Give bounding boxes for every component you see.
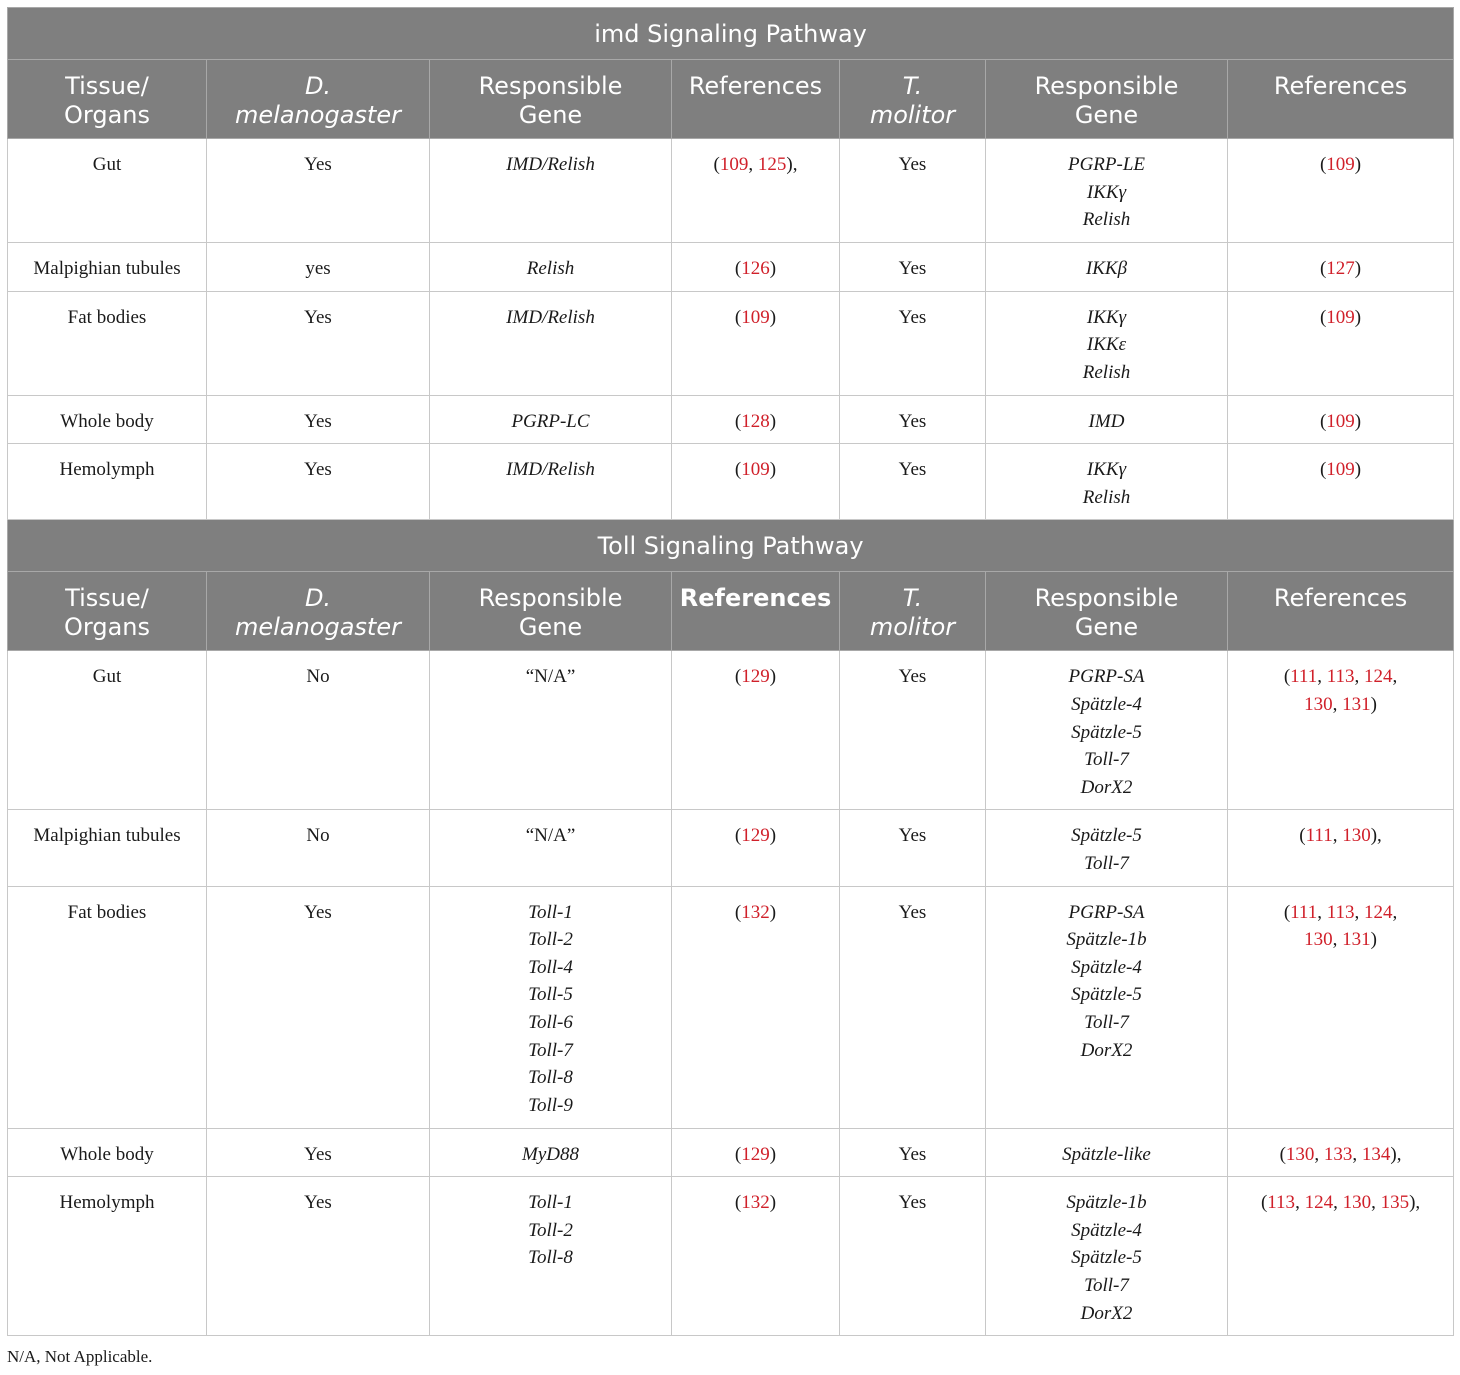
header-references-2: References xyxy=(1228,572,1454,651)
ref-paren-close: ) xyxy=(769,1192,777,1214)
gene-name: PGRP-LE xyxy=(1067,154,1146,175)
responsible-gene-cell xyxy=(430,886,672,1128)
t-molitor-cell: Yes xyxy=(840,444,986,520)
references-cell xyxy=(672,395,840,444)
toll-title-row xyxy=(8,520,1454,572)
ref-paren-close: ) xyxy=(1354,306,1362,328)
gene-name: Toll-2 xyxy=(528,1219,573,1241)
table-row xyxy=(8,243,1454,292)
references-cell-2 xyxy=(1228,395,1454,444)
gene-name: Relish xyxy=(526,258,575,279)
gene-name: Toll-5 xyxy=(528,984,573,1006)
responsible-gene-cell xyxy=(430,810,672,886)
responsible-gene-cell xyxy=(430,1177,672,1336)
reference-link[interactable]: 130 xyxy=(1304,929,1333,951)
gene-name: Toll-6 xyxy=(528,1011,573,1033)
ref-paren-close: ) xyxy=(1354,154,1362,175)
responsible-gene-cell-2 xyxy=(986,243,1228,292)
ref-paren-open: ( xyxy=(734,666,742,688)
references-cell: (109, 125), xyxy=(672,139,840,243)
ref-paren-close: ) xyxy=(1354,258,1362,279)
table-row xyxy=(8,1177,1454,1336)
references-cell xyxy=(672,243,840,292)
responsible-gene-cell xyxy=(430,1128,672,1177)
tissue-cell: Fat bodies xyxy=(8,886,207,1128)
gene-name: Toll-9 xyxy=(528,1094,573,1116)
responsible-gene-cell xyxy=(430,444,672,520)
d-melanogaster-cell: Yes xyxy=(207,1177,430,1336)
gene-name: Toll-1 xyxy=(528,901,573,923)
t-molitor-cell: Yes xyxy=(840,1128,986,1177)
gene-name: Toll-7 xyxy=(1084,1274,1129,1296)
references-cell-2: (111, 130), xyxy=(1228,810,1454,886)
gene-name: Spätzle-1b xyxy=(1066,1192,1147,1214)
ref-paren-open: ( xyxy=(1319,154,1327,175)
d-melanogaster-cell: Yes xyxy=(207,444,430,520)
ref-paren-close: ) xyxy=(1354,410,1362,432)
reference-link[interactable]: 127 xyxy=(1326,258,1355,279)
t-molitor-cell: Yes xyxy=(840,1177,986,1336)
ref-paren-open: ( xyxy=(1319,258,1327,279)
references-cell xyxy=(672,444,840,520)
reference-link[interactable]: 113 xyxy=(1267,1192,1296,1214)
d-melanogaster-cell: yes xyxy=(207,243,430,292)
reference-link[interactable]: 111 xyxy=(1290,901,1318,923)
gene-name: Toll-7 xyxy=(1084,749,1129,771)
ref-paren-open: ( xyxy=(734,1192,742,1214)
d-melanogaster-cell: No xyxy=(207,810,430,886)
responsible-gene-cell-2 xyxy=(986,291,1228,395)
ref-paren-open: ( xyxy=(1260,1192,1268,1214)
references-cell-2 xyxy=(1228,444,1454,520)
reference-link[interactable]: 134 xyxy=(1361,1143,1391,1165)
table-row xyxy=(8,444,1454,520)
gene-name: Toll-4 xyxy=(528,956,573,978)
table-row xyxy=(8,651,1454,810)
table-row xyxy=(8,886,1454,1128)
reference-link[interactable]: 109 xyxy=(1326,410,1355,432)
reference-link[interactable]: 135 xyxy=(1380,1192,1410,1214)
table-row xyxy=(8,1128,1454,1177)
reference-link[interactable]: 125 xyxy=(757,154,787,175)
t-molitor-cell: Yes xyxy=(840,139,986,243)
reference-link[interactable]: 109 xyxy=(741,306,770,328)
table-row xyxy=(8,810,1454,886)
gene-name: IKKε xyxy=(1086,334,1127,356)
gene-name: “N/A” xyxy=(525,666,576,688)
header-references: References xyxy=(672,60,840,139)
header-tissue: Tissue/ Organs xyxy=(8,572,207,651)
gene-name: Toll-8 xyxy=(528,1067,573,1089)
ref-paren-open: ( xyxy=(1319,410,1327,432)
pathway-table xyxy=(7,7,1454,1336)
d-melanogaster-cell: Yes xyxy=(207,139,430,243)
header-t-molitor: T. molitor xyxy=(840,572,986,651)
reference-link[interactable]: 109 xyxy=(719,154,749,175)
reference-link[interactable]: 130 xyxy=(1342,1192,1372,1214)
responsible-gene-cell-2 xyxy=(986,886,1228,1128)
responsible-gene-cell-2 xyxy=(986,1128,1228,1177)
ref-paren-open: ( xyxy=(734,410,742,432)
header-references: References xyxy=(672,572,840,651)
ref-paren-open: ( xyxy=(734,306,742,328)
reference-link[interactable]: 132 xyxy=(741,901,770,923)
responsible-gene-cell xyxy=(430,651,672,810)
reference-link[interactable]: 109 xyxy=(1326,459,1355,481)
references-cell xyxy=(672,1177,840,1336)
reference-link[interactable]: 113 xyxy=(1326,901,1355,923)
gene-name: Toll-7 xyxy=(1084,852,1129,874)
header-references-2: References xyxy=(1228,60,1454,139)
gene-name: Toll-7 xyxy=(528,1039,573,1061)
gene-name: DorX2 xyxy=(1080,1039,1133,1061)
table-row xyxy=(8,395,1454,444)
gene-name: Toll-7 xyxy=(1084,1011,1129,1033)
gene-name: Relish xyxy=(1082,361,1131,383)
reference-link[interactable]: 111 xyxy=(1290,666,1318,688)
responsible-gene-cell xyxy=(430,139,672,243)
imd-section xyxy=(8,8,1454,520)
gene-name: IKKγ xyxy=(1086,459,1127,481)
reference-link[interactable]: 124 xyxy=(1364,666,1393,688)
reference-link[interactable]: 132 xyxy=(741,1192,770,1214)
gene-name: DorX2 xyxy=(1080,776,1133,798)
references-cell xyxy=(672,1128,840,1177)
ref-paren-open: ( xyxy=(713,154,720,175)
gene-name: MyD88 xyxy=(522,1143,579,1165)
reference-link[interactable]: 113 xyxy=(1326,666,1355,688)
tissue-cell: Whole body xyxy=(8,1128,207,1177)
references-cell-2: (111, 113, 124, 130, 131) xyxy=(1228,886,1454,1128)
gene-name: Relish xyxy=(1082,486,1131,508)
reference-link[interactable]: 109 xyxy=(1326,306,1355,328)
table-footnote: N/A, Not Applicable. xyxy=(7,1347,153,1366)
gene-name: IMD/Relish xyxy=(506,459,595,481)
reference-link[interactable]: 131 xyxy=(1342,929,1371,951)
tissue-cell: Gut xyxy=(8,139,207,243)
header-tissue: Tissue/ Organs xyxy=(8,60,207,139)
reference-link[interactable]: 128 xyxy=(741,410,770,432)
ref-paren-close: ) xyxy=(769,459,777,481)
tissue-cell: Whole body xyxy=(8,395,207,444)
reference-link[interactable]: 109 xyxy=(1326,154,1355,175)
ref-paren-open: ( xyxy=(734,1143,742,1165)
t-molitor-cell: Yes xyxy=(840,395,986,444)
reference-link[interactable]: 130 xyxy=(1285,1143,1315,1165)
pathway-table-container xyxy=(7,7,1453,1336)
d-melanogaster-cell: Yes xyxy=(207,1128,430,1177)
tissue-cell: Hemolymph xyxy=(8,444,207,520)
gene-name: Spätzle-5 xyxy=(1071,1247,1142,1269)
gene-name: Toll-1 xyxy=(528,1192,573,1214)
tissue-cell: Malpighian tubules xyxy=(8,243,207,292)
references-cell-2 xyxy=(1228,243,1454,292)
tissue-cell: Hemolymph xyxy=(8,1177,207,1336)
gene-name: Toll-2 xyxy=(528,929,573,951)
reference-link[interactable]: 126 xyxy=(741,258,770,279)
references-cell xyxy=(672,291,840,395)
ref-paren-close: ) xyxy=(1370,693,1377,715)
header-d-melanogaster: D. melanogaster xyxy=(207,572,430,651)
gene-name: Spätzle-like xyxy=(1062,1143,1151,1165)
header-responsible-gene: Responsible Gene xyxy=(430,60,672,139)
gene-name: Spätzle-4 xyxy=(1071,693,1142,715)
header-responsible-gene-2: Responsible Gene xyxy=(986,572,1228,651)
gene-name: IMD xyxy=(1088,410,1125,432)
imd-title-row xyxy=(8,8,1454,60)
ref-paren-close: ) xyxy=(769,666,777,688)
reference-link[interactable]: 129 xyxy=(741,666,770,688)
d-melanogaster-cell: No xyxy=(207,651,430,810)
t-molitor-cell: Yes xyxy=(840,243,986,292)
ref-paren-open: ( xyxy=(1279,1143,1286,1165)
tissue-cell: Fat bodies xyxy=(8,291,207,395)
ref-paren-close: ), xyxy=(1409,1192,1421,1214)
gene-name: PGRP-LC xyxy=(511,410,590,432)
ref-paren-close: ), xyxy=(1370,825,1382,847)
ref-paren-open: ( xyxy=(1319,306,1327,328)
ref-paren-open: ( xyxy=(1319,459,1327,481)
header-d-melanogaster: D. melanogaster xyxy=(207,60,430,139)
reference-link[interactable]: 130 xyxy=(1304,693,1333,715)
gene-name: IKKγ xyxy=(1086,181,1127,203)
ref-paren-close: ) xyxy=(769,901,777,923)
reference-link[interactable]: 129 xyxy=(741,1143,770,1165)
gene-name: Spätzle-1b xyxy=(1066,929,1147,951)
d-melanogaster-cell: Yes xyxy=(207,395,430,444)
d-melanogaster-cell: Yes xyxy=(207,886,430,1128)
ref-paren-open: ( xyxy=(1283,901,1291,923)
imd-section-title: imd Signaling Pathway xyxy=(8,8,1454,60)
ref-paren-close: ) xyxy=(769,258,777,279)
references-cell xyxy=(672,886,840,1128)
references-cell xyxy=(672,810,840,886)
ref-paren-open: ( xyxy=(1283,666,1291,688)
references-cell-2: (130, 133, 134), xyxy=(1228,1128,1454,1177)
gene-name: IMD/Relish xyxy=(506,306,595,328)
gene-name: Spätzle-5 xyxy=(1071,984,1142,1006)
responsible-gene-cell-2 xyxy=(986,139,1228,243)
ref-paren-close: ) xyxy=(769,825,777,847)
reference-link[interactable]: 124 xyxy=(1304,1192,1334,1214)
imd-header-row xyxy=(8,60,1454,139)
responsible-gene-cell-2 xyxy=(986,395,1228,444)
d-melanogaster-cell: Yes xyxy=(207,291,430,395)
ref-paren-close: ) xyxy=(1370,929,1377,951)
gene-name: Relish xyxy=(1082,209,1131,231)
reference-link[interactable]: 133 xyxy=(1323,1143,1353,1165)
responsible-gene-cell xyxy=(430,243,672,292)
reference-link[interactable]: 130 xyxy=(1342,825,1371,847)
t-molitor-cell: Yes xyxy=(840,291,986,395)
ref-paren-open: ( xyxy=(1299,825,1306,847)
ref-paren-open: ( xyxy=(734,459,742,481)
references-cell-2 xyxy=(1228,291,1454,395)
header-responsible-gene-2: Responsible Gene xyxy=(986,60,1228,139)
gene-name: PGRP-SA xyxy=(1068,666,1145,688)
ref-paren-open: ( xyxy=(734,901,742,923)
responsible-gene-cell-2 xyxy=(986,810,1228,886)
ref-paren-close: ) xyxy=(769,306,777,328)
gene-name: Spätzle-4 xyxy=(1071,956,1142,978)
gene-name: IKKβ xyxy=(1085,258,1128,279)
ref-paren-close: ) xyxy=(769,1143,777,1165)
ref-paren-close: ) xyxy=(769,410,777,432)
t-molitor-cell: Yes xyxy=(840,810,986,886)
ref-paren-close: ), xyxy=(786,154,798,175)
t-molitor-cell: Yes xyxy=(840,651,986,810)
reference-link[interactable]: 109 xyxy=(741,459,770,481)
gene-name: Spätzle-5 xyxy=(1071,825,1142,847)
gene-name: Spätzle-4 xyxy=(1071,1219,1142,1241)
gene-name: IKKγ xyxy=(1086,306,1127,328)
toll-section xyxy=(8,520,1454,1336)
t-molitor-cell: Yes xyxy=(840,886,986,1128)
tissue-cell: Malpighian tubules xyxy=(8,810,207,886)
ref-paren-close: ), xyxy=(1390,1143,1402,1165)
ref-paren-open: ( xyxy=(734,258,742,279)
responsible-gene-cell-2 xyxy=(986,651,1228,810)
reference-link[interactable]: 129 xyxy=(741,825,770,847)
reference-link[interactable]: 124 xyxy=(1364,901,1393,923)
table-row xyxy=(8,291,1454,395)
references-cell-2: (113, 124, 130, 135), xyxy=(1228,1177,1454,1336)
reference-link[interactable]: 111 xyxy=(1305,825,1333,847)
references-cell xyxy=(672,651,840,810)
reference-link[interactable]: 131 xyxy=(1342,693,1371,715)
ref-paren-close: ) xyxy=(1354,459,1362,481)
gene-name: Spätzle-5 xyxy=(1071,721,1142,743)
gene-name: PGRP-SA xyxy=(1068,901,1145,923)
toll-section-title: Toll Signaling Pathway xyxy=(8,520,1454,572)
gene-name: “N/A” xyxy=(525,825,576,847)
table-row xyxy=(8,139,1454,243)
references-cell-2: (111, 113, 124, 130, 131) xyxy=(1228,651,1454,810)
gene-name: IMD/Relish xyxy=(506,154,595,175)
gene-name: Toll-8 xyxy=(528,1247,573,1269)
responsible-gene-cell xyxy=(430,395,672,444)
header-t-molitor: T. molitor xyxy=(840,60,986,139)
responsible-gene-cell-2 xyxy=(986,444,1228,520)
header-responsible-gene: Responsible Gene xyxy=(430,572,672,651)
ref-paren-open: ( xyxy=(734,825,742,847)
references-cell-2 xyxy=(1228,139,1454,243)
toll-header-row xyxy=(8,572,1454,651)
responsible-gene-cell-2 xyxy=(986,1177,1228,1336)
gene-name: DorX2 xyxy=(1080,1302,1133,1324)
tissue-cell: Gut xyxy=(8,651,207,810)
responsible-gene-cell xyxy=(430,291,672,395)
